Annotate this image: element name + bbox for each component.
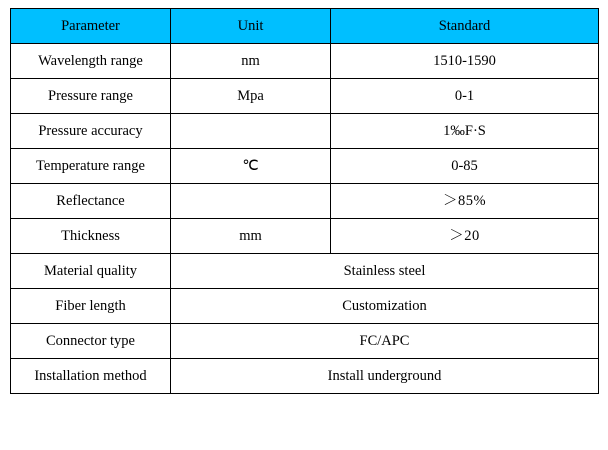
cell-standard: ＞20 [331, 219, 599, 254]
cell-parameter: Wavelength range [11, 44, 171, 79]
cell-unit: nm [171, 44, 331, 79]
table-header-row [11, 9, 599, 44]
table-row [11, 44, 599, 79]
cell-standard: Customization [171, 289, 599, 324]
cell-parameter: Pressure accuracy [11, 114, 171, 149]
cell-standard: ＞85% [331, 184, 599, 219]
cell-unit [171, 184, 331, 219]
column-header-unit: Unit [171, 9, 331, 44]
cell-standard: 0-85 [331, 149, 599, 184]
table-row [11, 184, 599, 219]
table-row [11, 114, 599, 149]
cell-standard: FC/APC [171, 324, 599, 359]
table-row [11, 254, 599, 289]
column-header-standard: Standard [331, 9, 599, 44]
table-row [11, 359, 599, 394]
table-row [11, 324, 599, 359]
cell-standard: Install underground [171, 359, 599, 394]
cell-parameter: Pressure range [11, 79, 171, 114]
table-row [11, 219, 599, 254]
cell-unit: ℃ [171, 149, 331, 184]
cell-standard: 1510-1590 [331, 44, 599, 79]
cell-parameter: Connector type [11, 324, 171, 359]
table-row [11, 79, 599, 114]
cell-standard: 1‰F·S [331, 114, 599, 149]
column-header-parameter: Parameter [11, 9, 171, 44]
cell-parameter: Fiber length [11, 289, 171, 324]
cell-unit: Mpa [171, 79, 331, 114]
specification-table [10, 8, 599, 394]
cell-parameter: Installation method [11, 359, 171, 394]
table-row [11, 149, 599, 184]
cell-parameter: Material quality [11, 254, 171, 289]
cell-unit [171, 114, 331, 149]
cell-standard: 0-1 [331, 79, 599, 114]
table-row [11, 289, 599, 324]
cell-unit: mm [171, 219, 331, 254]
cell-parameter: Temperature range [11, 149, 171, 184]
table-header [11, 9, 599, 44]
cell-standard: Stainless steel [171, 254, 599, 289]
cell-parameter: Reflectance [11, 184, 171, 219]
cell-parameter: Thickness [11, 219, 171, 254]
table-body [11, 44, 599, 394]
